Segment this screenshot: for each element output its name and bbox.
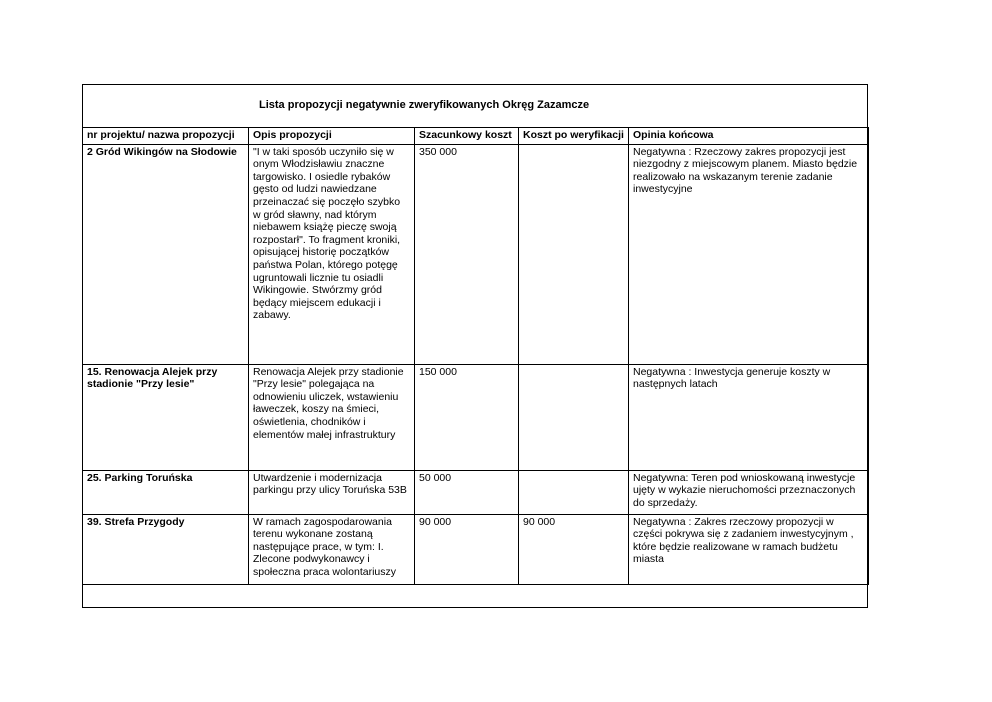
proposals-table <box>82 127 869 585</box>
project-name: 25. Parking Toruńska <box>83 470 249 514</box>
project-name: 2 Gród Wikingów na Słodowie <box>83 144 249 364</box>
project-name: 39. Strefa Przygody <box>83 514 249 584</box>
document-title: Lista propozycji negatywnie zweryfikowanych Okręg Zazamcze <box>259 99 590 111</box>
header-description: Opis propozycji <box>249 128 415 145</box>
header-project-name: nr projektu/ nazwa propozycji <box>83 128 249 145</box>
table-row <box>83 144 869 364</box>
estimated-cost: 350 000 <box>415 144 519 364</box>
final-opinion: Negatywna : Rzeczowy zakres propozycji jest niezgodny z miejscowym planem. Miasto będzie realizowało na wskazanym terenie zadanie inwestycyjne <box>629 144 869 364</box>
estimated-cost: 50 000 <box>415 470 519 514</box>
header-final-opinion: Opinia końcowa <box>629 128 869 145</box>
cost-after-verification <box>519 144 629 364</box>
estimated-cost: 150 000 <box>415 364 519 470</box>
final-opinion: Negatywna: Teren pod wnioskowaną inwestycje ujęty w wykazie nieruchomości przeznaczonych do sprzedaży. <box>629 470 869 514</box>
header-cost-after-verification: Koszt po weryfikacji <box>519 128 629 145</box>
project-description: Utwardzenie i modernizacja parkingu przy ulicy Toruńska 53B <box>249 470 415 514</box>
project-description: Renowacja Alejek przy stadionie "Przy lesie" polegająca na odnowieniu uliczek, wstawieniu ławeczek, koszy na śmieci, oświetlenia, chodników i elementów małej infrastruktury <box>249 364 415 470</box>
table-row <box>83 470 869 514</box>
project-description: "I w taki sposób uczyniło się w onym Włodzisławiu znaczne targowisko. I osiedle rybaków gęsto od ludzi nawiedzane przeinaczać się poczęło szybko w gród sławny, nad którym niebawem książę pieczę swoją rozpostarł". To fragment kroniki, opisującej historię początków państwa Polan, którego potęgę ugruntowali licznie tu osiadli Wikingowie. Stwórzmy gród będący miejscem edukacji i zabawy. <box>249 144 415 364</box>
project-description: W ramach zagospodarowania terenu wykonane zostaną następujące prace, w tym: I. Zlecone podwykonawcy i społeczna praca wolontariuszy <box>249 514 415 584</box>
estimated-cost: 90 000 <box>415 514 519 584</box>
table-header-row <box>83 128 869 145</box>
final-opinion: Negatywna : Inwestycja generuje koszty w następnych latach <box>629 364 869 470</box>
document-frame <box>82 84 868 608</box>
final-opinion: Negatywna : Zakres rzeczowy propozycji w części pokrywa się z zadaniem inwestycyjnym , które będzie realizowane w ramach budżetu miasta <box>629 514 869 584</box>
cost-after-verification: 90 000 <box>519 514 629 584</box>
cost-after-verification <box>519 470 629 514</box>
table-row <box>83 514 869 584</box>
cost-after-verification <box>519 364 629 470</box>
header-estimated-cost: Szacunkowy koszt <box>415 128 519 145</box>
table-row <box>83 364 869 470</box>
project-name: 15. Renowacja Alejek przy stadionie "Przy lesie" <box>83 364 249 470</box>
